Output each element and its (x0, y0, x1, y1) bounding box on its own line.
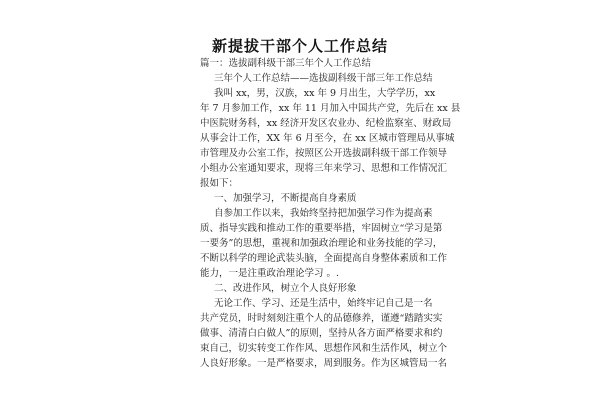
paragraph-line: 我叫 xx，男，汉族，xx 年 9 月出生，大学学历，xx (214, 88, 436, 99)
paragraph-line: 从事会计工作，XX 年 6 月至今，在 xx 区城市管理局从事城 (200, 133, 455, 144)
paragraph-line: 一要务”的思想，重视和加强政治理论和业务技能的学习， (200, 238, 443, 249)
section-heading: 二、改进作风，树立个人良好形象 (214, 283, 357, 294)
paragraph-line: 小组办公室通知要求，现将三年来学习、思想和工作情况汇 (200, 163, 448, 174)
paragraph-line: 自参加工作以来，我始终坚持把加强学习作为提高素 (214, 208, 433, 219)
paragraph-line: 中医院财务科，xx 经济开发区农业办、纪检监察室、财政局 (200, 118, 452, 129)
paragraph-line: 束自己，切实转变工作作风、思想作风和生活作风，树立个 (200, 343, 448, 354)
paragraph-line: 做事、清清白白做人”的原则，坚持从各方面严格要求和约 (200, 328, 443, 339)
paragraph-line: 不断以科学的理论武装头脑，全面提高自身整体素质和工作 (200, 253, 448, 264)
section-heading: 一、加强学习，不断提高自身素质 (214, 193, 357, 204)
paragraph-line: 年 7 月参加工作，xx 年 11 月加入中国共产党，先后在 xx 县 (200, 103, 461, 114)
paragraph-line: 市管理及办公室工作，按照区公开选拔副科级干部工作领导 (200, 148, 448, 159)
paragraph-line: 质、指导实践和推动工作的重要举措，牢固树立“学习是第 (200, 223, 443, 234)
paragraph-line: 人良好形象。一是严格要求，周到服务。作为区城管局一名 (200, 358, 448, 369)
paragraph-line: 无论工作、学习、还是生活中，始终牢记自己是一名 (214, 298, 433, 309)
paragraph-line: 能力，一是注重政治理论学习 。. (200, 268, 340, 279)
document-title: 新提拔干部个人工作总结 (211, 37, 388, 55)
paragraph-line: 报如下： (200, 178, 239, 189)
article-heading: 篇一：选拔副科级干部三年个人工作总结 (200, 58, 372, 69)
subheading: 三年个人工作总结——选拔副科级干部三年工作总结 (214, 73, 433, 84)
paragraph-line: 共产党员，时时刻刻注重个人的品德修养，谨遵“踏踏实实 (200, 313, 443, 324)
